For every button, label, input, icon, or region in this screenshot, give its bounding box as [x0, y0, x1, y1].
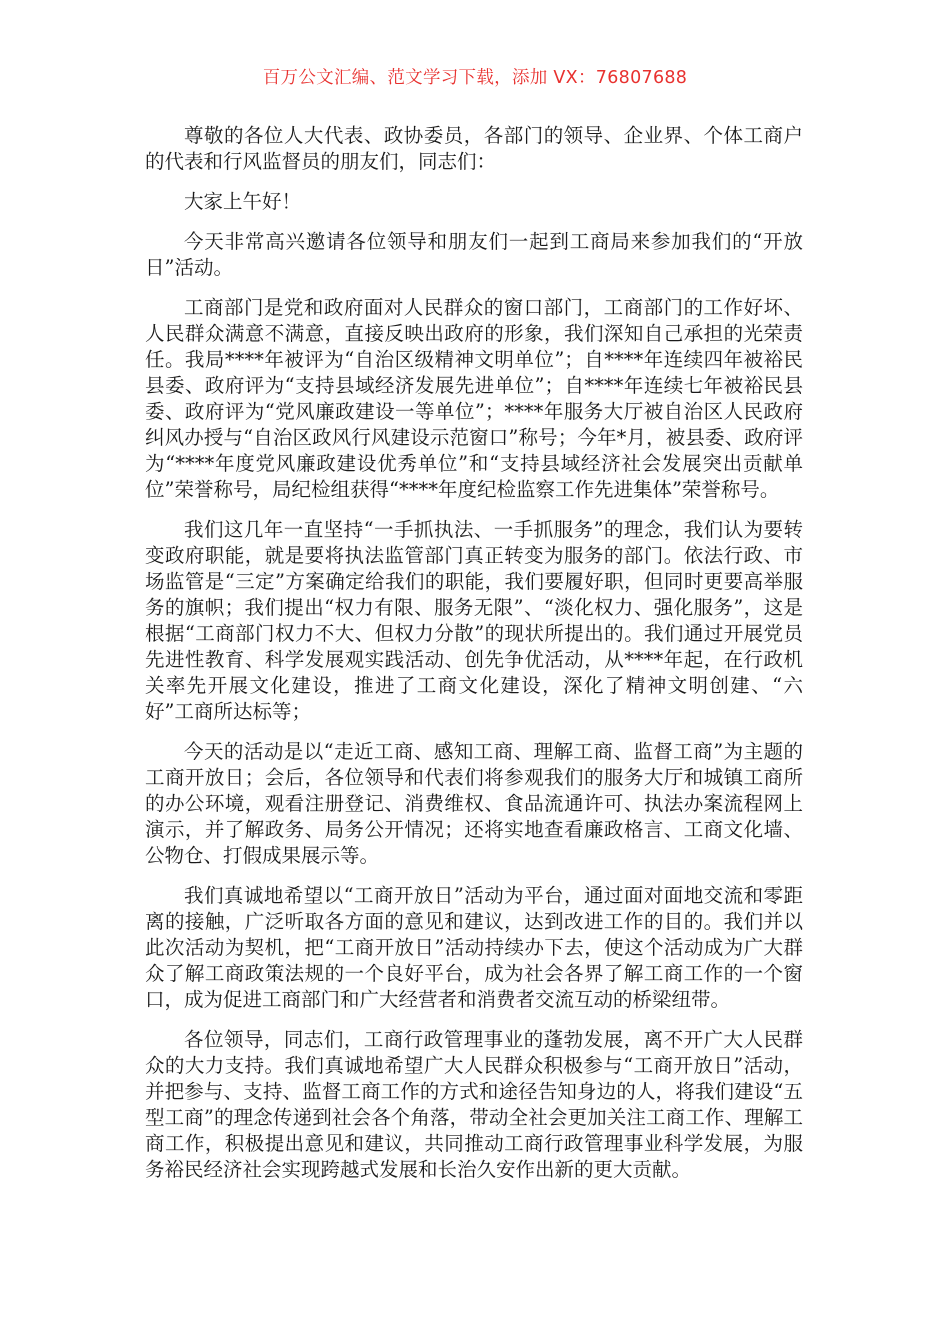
closing-paragraph: 各位领导，同志们，工商行政管理事业的蓬勃发展，离不开广大人民群众的大力支持。我们真诚地希望广大人民群众积极参与“工商开放日”活动，并把参与、支持、监督工商工作的方式和途径告知身边的人，将我们建设“五型工商”的理念传递到社会各个角落，带动全社会更加关注工商工作、理解工商工作，积极提出意见和建议，共同推动工商行政管理事业科学发展，为服务裕民经济社会实现跨越式发展和长治久安作出新的更大贡献。 — [145, 1028, 803, 1181]
greeting-paragraph: 大家上午好！ — [184, 190, 302, 213]
document-body — [145, 123, 803, 1197]
honors-paragraph: 工商部门是党和政府面对人民群众的窗口部门，工商部门的工作好坏、人民群众满意不满意，直接反映出政府的形象，我们深知自己承担的光荣责任。我局****年被评为“自治区级精神文明单位”；自****年连续四年被裕民县委、政府评为“支持县域经济发展先进单位”；自****年连续七年被裕民县委、政府评为“党风廉政建设一等单位”；****年服务大厅被自治区人民政府纠风办授与“自治区政风行风建设示范窗口”称号；今年*月，被县委、政府评为“****年度党风廉政建设优秀单位”和“支持县域经济社会发展突出贡献单位”荣誉称号，局纪检组获得“****年度纪检监察工作先进集体”荣誉称号。 — [145, 296, 803, 501]
watermark-header: 百万公文汇编、范文学习下载，添加 VX：76807688 — [262, 68, 688, 88]
platform-paragraph: 我们真诚地希望以“工商开放日”活动为平台，通过面对面地交流和零距离的接触，广泛听取各方面的意见和建议，达到改进工作的目的。我们并以此次活动为契机，把“工商开放日”活动持续办下去，使这个活动成为广大群众了解工商政策法规的一个良好平台，成为社会各界了解工商工作的一个窗口，成为促进工商部门和广大经营者和消费者交流互动的桥梁纽带。 — [145, 884, 803, 1011]
service-concept-paragraph: 我们这几年一直坚持“一手抓执法、一手抓服务”的理念，我们认为要转变政府职能，就是要将执法监管部门真正转变为服务的部门。依法行政、市场监管是“三定”方案确定给我们的职能，我们要履好职，但同时更要高举服务的旗帜；我们提出“权力有限、服务无限”、“淡化权力、强化服务”，这是根据“工商部门权力不大、但权力分散”的现状所提出的。我们通过开展党员先进性教育、科学发展观实践活动、创先争优活动，从****年起，在行政机关率先开展文化建设，推进了工商文化建设，深化了精神文明创建、“六好”工商所达标等； — [145, 518, 803, 723]
intro-paragraph: 今天非常高兴邀请各位领导和朋友们一起到工商局来参加我们的“开放日”活动。 — [145, 230, 803, 279]
activity-theme-paragraph: 今天的活动是以“走近工商、感知工商、理解工商、监督工商”为主题的工商开放日；会后，各位领导和代表们将参观我们的服务大厅和城镇工商所的办公环境，观看注册登记、消费维权、食品流通许可、执法办案流程网上演示，并了解政务、局务公开情况；还将实地查看廉政格言、工商文化墙、公物仓、打假成果展示等。 — [145, 740, 803, 867]
salutation-paragraph: 尊敬的各位人大代表、政协委员，各部门的领导、企业界、个体工商户的代表和行风监督员的朋友们，同志们： — [145, 124, 803, 173]
